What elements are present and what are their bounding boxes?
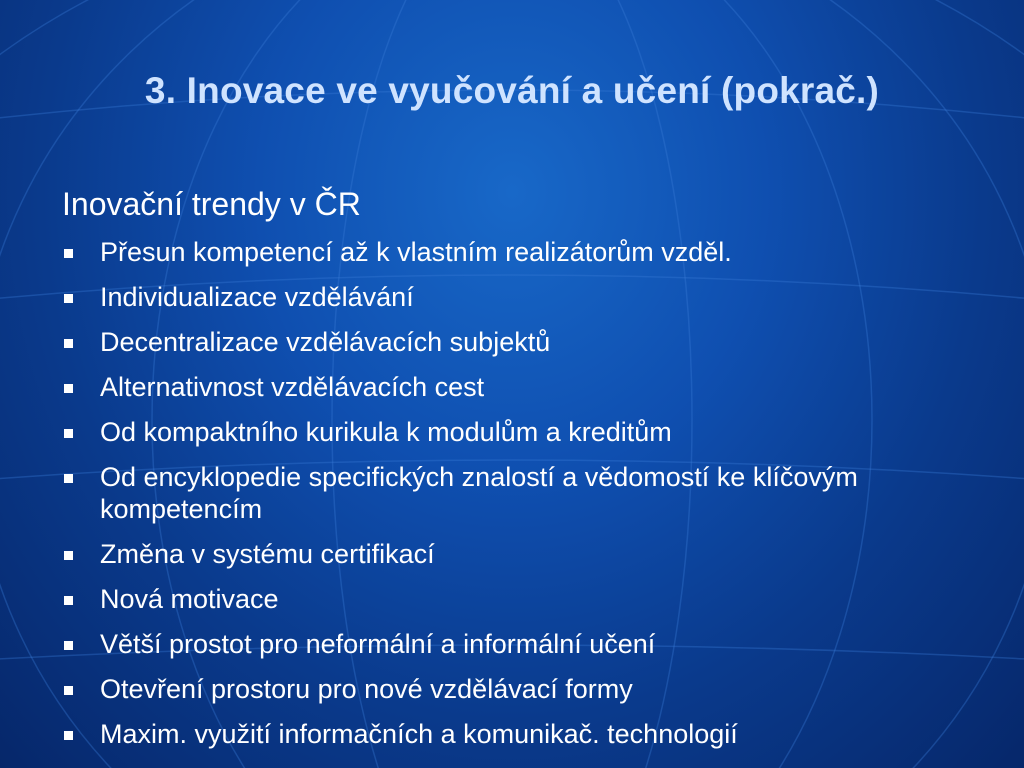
bullet-text: Větší prostot pro neformální a informální učení <box>100 629 656 659</box>
bullet-text: Otevření prostoru pro nové vzdělávací formy <box>100 674 633 704</box>
square-bullet-icon <box>64 686 73 695</box>
bullet-text: Od kompaktního kurikula k modulům a kreditům <box>100 417 672 447</box>
square-bullet-icon <box>64 596 73 605</box>
bullet-item <box>62 461 962 525</box>
bullet-item <box>62 236 962 268</box>
bullet-text: Maxim. využití informačních a komunikač. technologií <box>100 719 738 749</box>
square-bullet-icon <box>64 551 73 560</box>
bullet-item <box>62 583 962 615</box>
bullet-item <box>62 416 962 448</box>
bullet-list <box>62 236 962 763</box>
bullet-item <box>62 718 962 750</box>
square-bullet-icon <box>64 294 73 303</box>
square-bullet-icon <box>64 384 73 393</box>
bullet-item <box>62 628 962 660</box>
square-bullet-icon <box>64 339 73 348</box>
bullet-item <box>62 673 962 705</box>
bullet-text: Od encyklopedie specifických znalostí a vědomostí ke klíčovým kompetencím <box>100 462 858 524</box>
square-bullet-icon <box>64 731 73 740</box>
bullet-item <box>62 326 962 358</box>
slide-title: 3. Inovace ve vyučování a učení (pokrač.) <box>144 70 880 111</box>
square-bullet-icon <box>64 641 73 650</box>
square-bullet-icon <box>64 249 73 258</box>
square-bullet-icon <box>64 474 73 483</box>
bullet-item <box>62 371 962 403</box>
bullet-item <box>62 281 962 313</box>
square-bullet-icon <box>64 429 73 438</box>
bullet-text: Individualizace vzdělávání <box>100 282 414 312</box>
bullet-text: Alternativnost vzdělávacích cest <box>100 372 485 402</box>
subheading: Inovační trendy v ČR <box>62 186 361 222</box>
bullet-text: Decentralizace vzdělávacích subjektů <box>100 327 551 357</box>
bullet-item <box>62 538 962 570</box>
bullet-text: Změna v systému certifikací <box>100 539 435 569</box>
bullet-text: Přesun kompetencí až k vlastním realizátorům vzděl. <box>100 237 732 267</box>
bullet-text: Nová motivace <box>100 584 279 614</box>
